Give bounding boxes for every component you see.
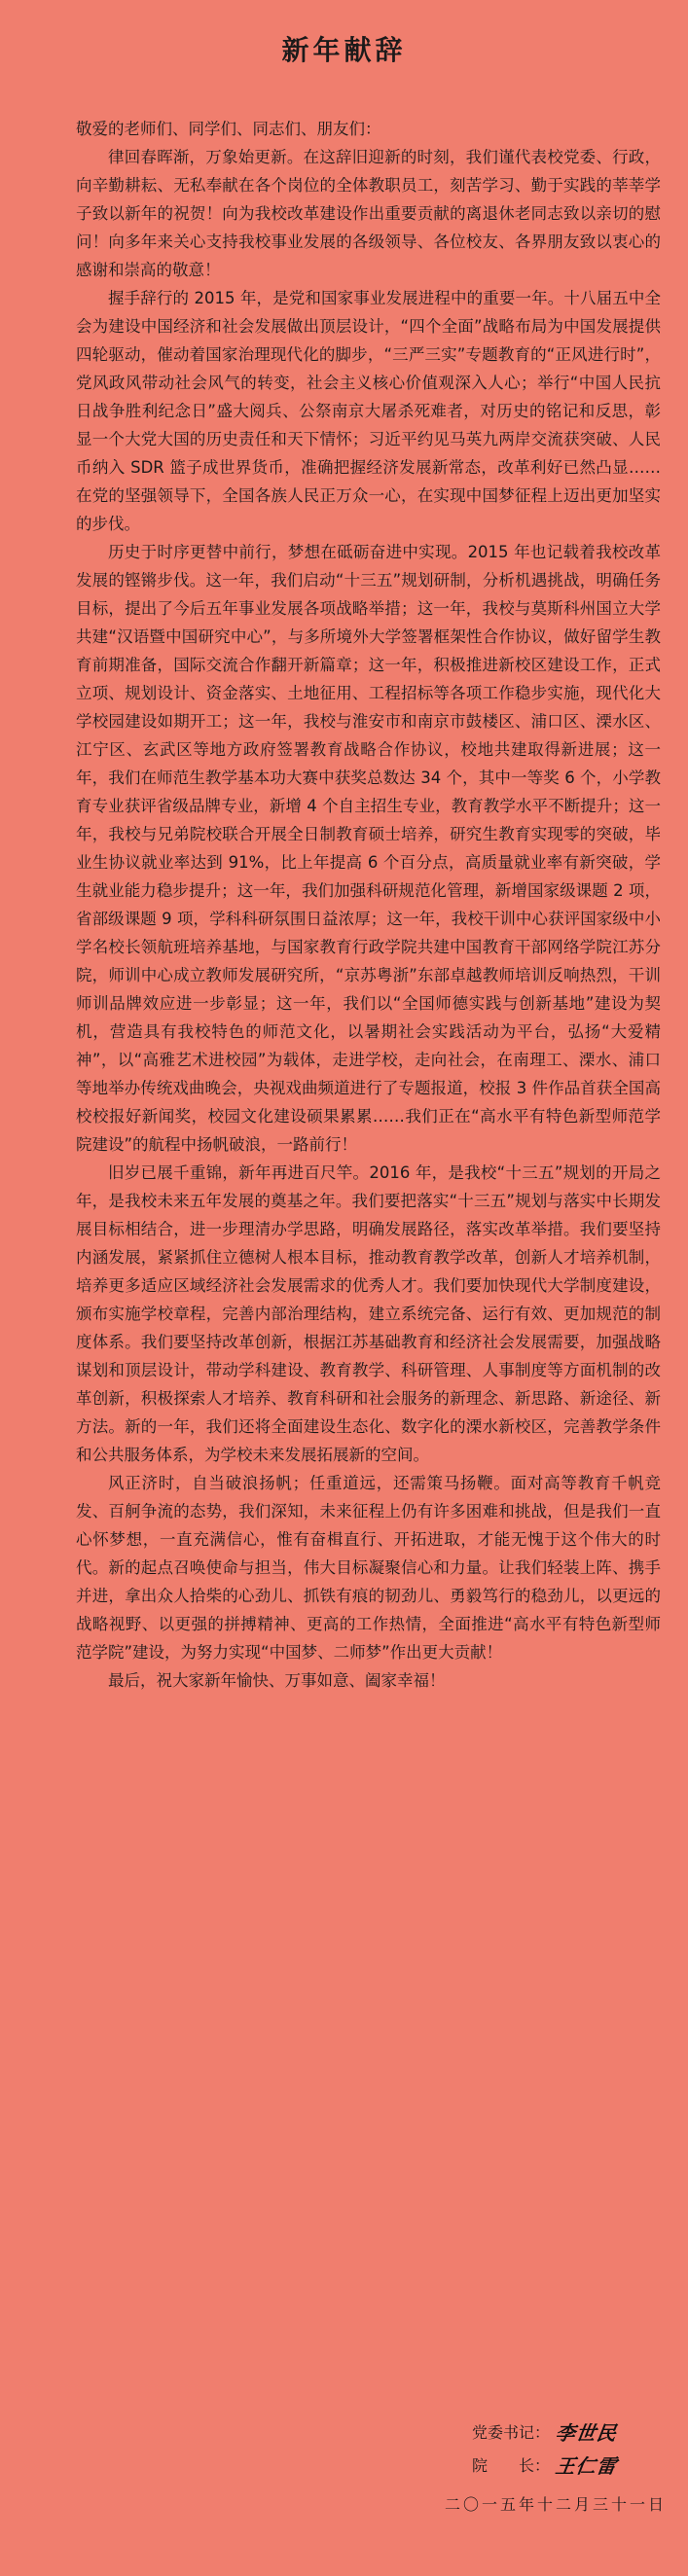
president-signoff [472, 2450, 667, 2483]
paragraph-5: 风正济时，自当破浪扬帆；任重道远，还需策马扬鞭。面对高等教育千帆竞发、百舸争流的态势，我们深知，未来征程上仍有许多困难和挑战，但是我们一直心怀梦想，一直充满信心，惟有奋楫直行、开拓进取，才能无愧于这个伟大的时代。新的起点召唤使命与担当，伟大目标凝聚信心和力量。让我们轻装上阵、携手并进，拿出众人拾柴的心劲儿、抓铁有痕的韧劲儿、勇毅笃行的稳劲儿，以更远的战略视野、以更强的拼搏精神、更高的工作热情，全面推进“高水平有特色新型师范学院”建设，为努力实现“中国梦、二师梦”作出更大贡献！ [76, 1474, 661, 1662]
signoff-date: 二〇一五年十二月三十一日 [444, 2495, 667, 2514]
paragraph-6: 最后，祝大家新年愉快、万事如意、阖家幸福！ [108, 1671, 446, 1690]
president-role: 院 长： [472, 2456, 551, 2475]
secretary-signature: 李世民 [554, 2421, 619, 2445]
secretary-role: 党委书记： [472, 2423, 551, 2442]
paragraph-4: 旧岁已展千重锦，新年再进百尺竿。2016 年，是我校“十三五”规划的开局之年，是我校未来五年发展的奠基之年。我们要把落实“十三五”规划与落实中长期发展目标相结合，进一步理清办学思路，明确发展路径，落实改革举措。我们要坚持内涵发展，紧紧抓住立德树人根本目标，推动教育教学改革，创新人才培养机制，培养更多适应区域经济社会发展需求的优秀人才。我们要加快现代大学制度建设，颁布实施学校章程，完善内部治理结构，建立系统完备、运行有效、更加规范的制度体系。我们要坚持改革创新，根据江苏基础教育和经济社会发展需要，加强战略谋划和顶层设计，带动学科建设、教育教学、科研管理、人事制度等方面机制的改革创新，积极探索人才培养、教育科研和社会服务的新理念、新思路、新途径、新方法。新的一年，我们还将全面建设生态化、数字化的溧水新校区，完善教学条件和公共服务体系，为学校未来发展拓展新的空间。 [76, 1163, 661, 1464]
paragraph-1: 律回春晖渐，万象始更新。在这辞旧迎新的时刻，我们谨代表校党委、行政，向辛勤耕耘、无私奉献在各个岗位的全体教职员工，刻苦学习、勤于实践的莘莘学子致以新年的祝贺！向为我校改革建设作出重要贡献的离退休老同志致以亲切的慰问！向多年来关心支持我校事业发展的各级领导、各位校友、各界朋友致以衷心的感谢和崇高的敬意！ [76, 148, 661, 279]
president-signature: 王仁雷 [554, 2454, 619, 2478]
secretary-signoff [472, 2416, 667, 2450]
paragraph-2: 握手辞行的 2015 年，是党和国家事业发展进程中的重要一年。十八届五中全会为建设中国经济和社会发展做出顶层设计，“四个全面”战略布局为中国发展提供四轮驱动，催动着国家治理现代化的脚步，“三严三实”专题教育的“正风进行时”，党风政风带动社会风气的转变，社会主义核心价值观深入人心；举行“中国人民抗日战争胜利纪念日”盛大阅兵、公祭南京大屠杀死难者，对历史的铭记和反思，彰显一个大党大国的历史责任和天下情怀；习近平约见马英九两岸交流获突破、人民币纳入 SDR 篮子成世界货币，准确把握经济发展新常态，改革利好已然凸显……在党的坚强领导下，全国各族人民正万众一心，在实现中国梦征程上迈出更加坚实的步伐。 [76, 289, 661, 533]
letter-body [76, 115, 661, 1695]
signoff [472, 2416, 667, 2483]
salutation: 敬爱的老师们、同学们、同志们、朋友们： [76, 120, 381, 138]
paragraph-3: 历史于时序更替中前行，梦想在砥砺奋进中实现。2015 年也记载着我校改革发展的铿锵步伐。这一年，我们启动“十三五”规划研制，分析机遇挑战，明确任务目标，提出了今后五年事业发展各项战略举措；这一年，我校与莫斯科州国立大学共建“汉语暨中国研究中心”，与多所境外大学签署框架性合作协议，做好留学生教育前期准备，国际交流合作翻开新篇章；这一年，积极推进新校区建设工作，正式立项、规划设计、资金落实、土地征用、工程招标等各项工作稳步实施，现代化大学校园建设如期开工；这一年，我校与淮安市和南京市鼓楼区、浦口区、溧水区、江宁区、玄武区等地方政府签署教育战略合作协议，校地共建取得新进展；这一年，我们在师范生教学基本功大赛中获奖总数达 34 个，其中一等奖 6 个，小学教育专业获评省级品牌专业，新增 4 个自主招生专业，教育教学水平不断提升；这一年，我校与兄弟院校联合开展全日制教育硕士培养，研究生教育实现零的突破，毕业生协议就业率达到 91%，比上年提高 6 个百分点，高质量就业率有新突破，学生就业能力稳步提升；这一年，我们加强科研规范化管理，新增国家级课题 2 项，省部级课题 9 项，学科科研氛围日益浓厚；这一年，我校干训中心获评国家级中小学名校长领航班培养基地，与国家教育行政学院共建中国教育干部网络学院江苏分院，师训中心成立教师发展研究所，“京苏粤浙”东部卓越教师培训反响热烈，干训师训品牌效应进一步彰显；这一年，我们以“全国师德实践与创新基地”建设为契机，营造具有我校特色的师范文化，以暑期社会实践活动为平台，弘扬“大爱精神”，以“高雅艺术进校园”为载体，走进学校，走向社会，在南理工、溧水、浦口等地举办传统戏曲晚会，央视戏曲频道进行了专题报道，校报 3 件作品首获全国高校校报好新闻奖，校园文化建设硕果累累……我们正在“高水平有特色新型师范学院建设”的航程中扬帆破浪，一路前行！ [76, 543, 661, 1154]
page-title: 新年献辞 [281, 34, 407, 66]
